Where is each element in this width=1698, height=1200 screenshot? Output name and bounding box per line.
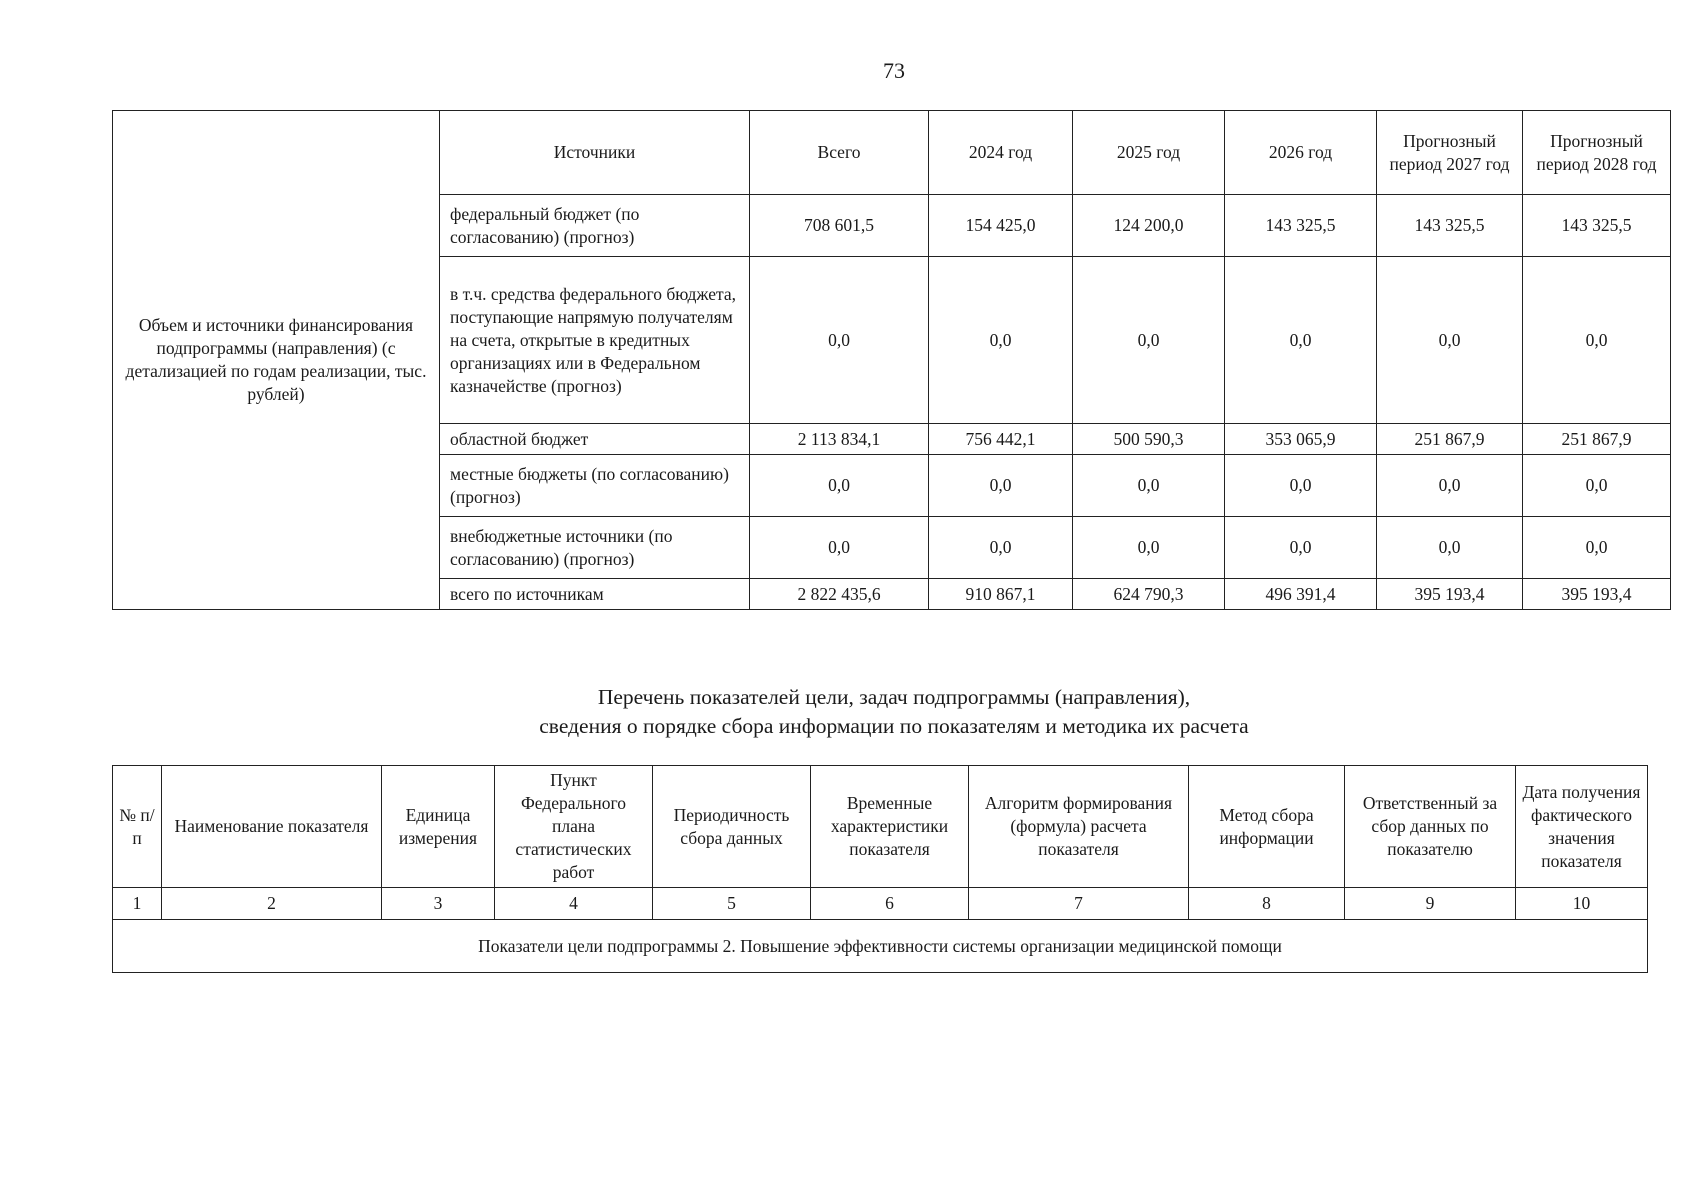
column-header-periodicity: Периодичность сбора данных [653,766,811,888]
value-cell: 2 113 834,1 [750,424,929,455]
column-header-total: Всего [750,111,929,195]
column-header-2027: Прогнозный период 2027 год [1377,111,1523,195]
value-cell: 0,0 [1523,455,1671,517]
value-cell: 395 193,4 [1377,579,1523,610]
source-label: федеральный бюджет (по согласованию) (прогноз) [440,195,750,257]
value-cell: 0,0 [1225,517,1377,579]
value-cell: 143 325,5 [1523,195,1671,257]
column-header-name: Наименование показателя [162,766,382,888]
section-row-label: Показатели цели подпрограммы 2. Повышение эффективности системы организации медицинской помощи [113,920,1648,973]
value-cell: 154 425,0 [929,195,1073,257]
column-header-unit: Единица измерения [382,766,495,888]
value-cell: 0,0 [1225,257,1377,424]
column-number: 6 [811,888,969,920]
column-number: 1 [113,888,162,920]
column-header-date: Дата получения фактического значения показателя [1516,766,1648,888]
value-cell: 910 867,1 [929,579,1073,610]
value-cell: 0,0 [1377,517,1523,579]
source-label: внебюджетные источники (по согласованию) (прогноз) [440,517,750,579]
value-cell: 0,0 [929,257,1073,424]
indicators-table [112,765,1648,973]
value-cell: 251 867,9 [1523,424,1671,455]
value-cell: 143 325,5 [1377,195,1523,257]
column-header-algorithm: Алгоритм формирования (формула) расчета показателя [969,766,1189,888]
value-cell: 500 590,3 [1073,424,1225,455]
value-cell: 2 822 435,6 [750,579,929,610]
value-cell: 624 790,3 [1073,579,1225,610]
indicators-header-row [113,766,1648,888]
heading-line: сведения о порядке сбора информации по показателям и методика их расчета [539,714,1249,738]
column-number: 3 [382,888,495,920]
section-heading [0,683,1698,741]
source-label: местные бюджеты (по согласованию) (прогноз) [440,455,750,517]
value-cell: 0,0 [1377,455,1523,517]
value-cell: 0,0 [1073,455,1225,517]
financing-header-row [113,111,1671,195]
source-label: областной бюджет [440,424,750,455]
column-header-stat-plan: Пункт Федерального плана статистических работ [495,766,653,888]
source-label: всего по источникам [440,579,750,610]
column-header-2025: 2025 год [1073,111,1225,195]
value-cell: 353 065,9 [1225,424,1377,455]
value-cell: 0,0 [1225,455,1377,517]
financing-row-header: Объем и источники финансирования подпрограммы (направления) (с детализацией по годам реализации, тыс. рублей) [113,111,440,610]
value-cell: 0,0 [750,455,929,517]
value-cell: 0,0 [1073,257,1225,424]
column-header-2026: 2026 год [1225,111,1377,195]
column-header-time-characteristics: Временные характеристики показателя [811,766,969,888]
column-header-sources: Источники [440,111,750,195]
value-cell: 708 601,5 [750,195,929,257]
value-cell: 496 391,4 [1225,579,1377,610]
column-number: 4 [495,888,653,920]
value-cell: 0,0 [929,455,1073,517]
column-number: 5 [653,888,811,920]
value-cell: 0,0 [1377,257,1523,424]
column-number: 8 [1189,888,1345,920]
column-number: 9 [1345,888,1516,920]
column-header-collection-method: Метод сбора информации [1189,766,1345,888]
column-header-2028: Прогнозный период 2028 год [1523,111,1671,195]
value-cell: 0,0 [1073,517,1225,579]
section-row [113,920,1648,973]
value-cell: 124 200,0 [1073,195,1225,257]
value-cell: 0,0 [750,257,929,424]
value-cell: 143 325,5 [1225,195,1377,257]
value-cell: 0,0 [1523,517,1671,579]
column-numbers-row [113,888,1648,920]
value-cell: 395 193,4 [1523,579,1671,610]
value-cell: 251 867,9 [1377,424,1523,455]
value-cell: 0,0 [1523,257,1671,424]
column-number: 7 [969,888,1189,920]
heading-line: Перечень показателей цели, задач подпрограммы (направления), [597,685,1191,709]
value-cell: 0,0 [750,517,929,579]
page-number: 73 [883,58,905,83]
column-header-2024: 2024 год [929,111,1073,195]
column-header-responsible: Ответственный за сбор данных по показателю [1345,766,1516,888]
source-label: в т.ч. средства федерального бюджета, поступающие напрямую получателям на счета, открытые в кредитных организациях или в Федеральном казначействе (прогноз) [440,257,750,424]
value-cell: 0,0 [929,517,1073,579]
column-number: 2 [162,888,382,920]
financing-table [112,110,1671,610]
column-header-number: № п/п [113,766,162,888]
value-cell: 756 442,1 [929,424,1073,455]
column-number: 10 [1516,888,1648,920]
